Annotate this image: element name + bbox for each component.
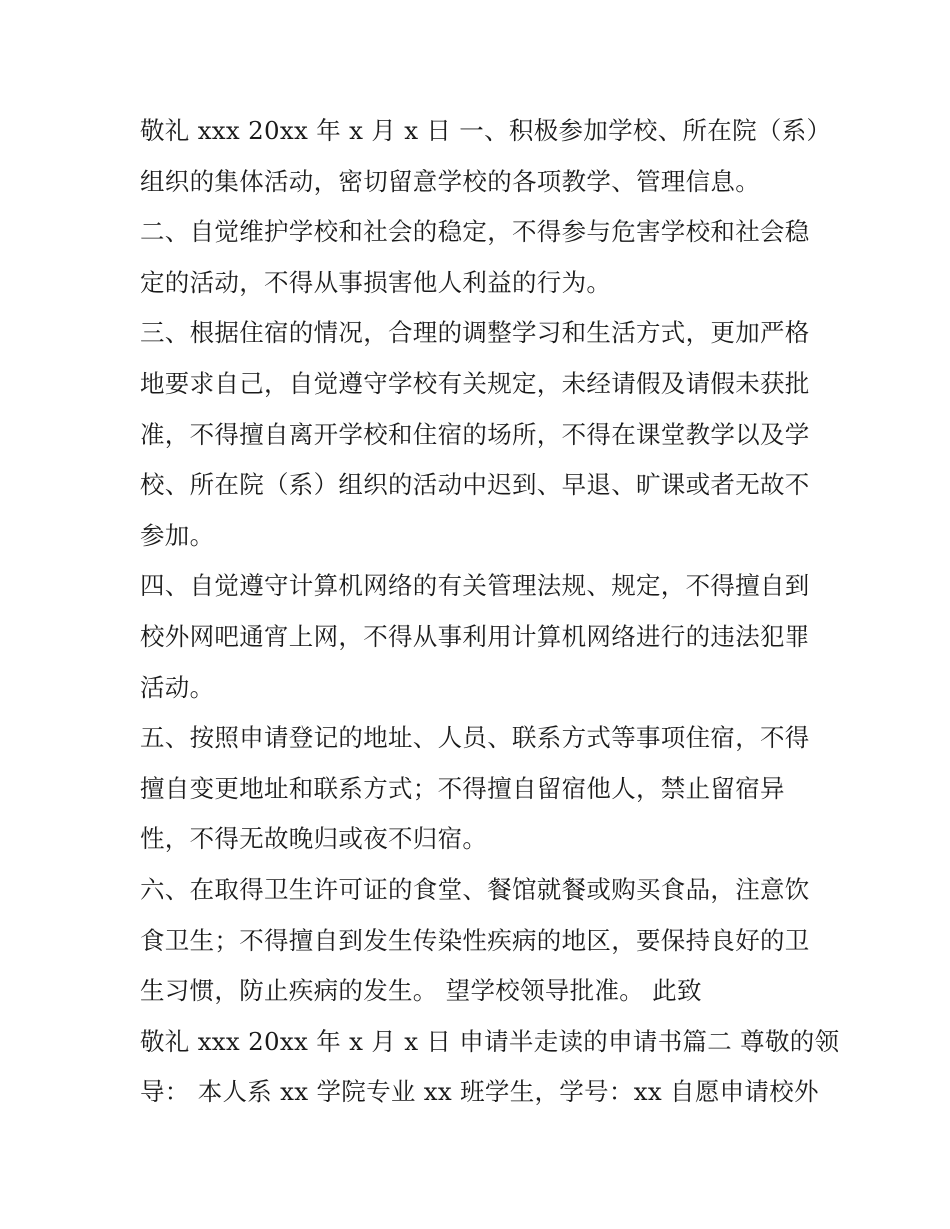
text-line: 三、根据住宿的情况，合理的调整学习和生活方式，更加严格 <box>140 318 810 348</box>
text-line: 擅自变更地址和联系方式；不得擅自留宿他人，禁止留宿异 <box>140 773 785 803</box>
text-line: 敬礼 xxx 20xx 年 x 月 x 日 一、积极参加学校、所在院（系） <box>140 116 832 145</box>
text-line: 敬礼 xxx 20xx 年 x 月 x 日 申请半走读的申请书篇二 尊敬的领 <box>140 1026 840 1056</box>
text-line: 校、所在院（系）组织的活动中迟到、早退、旷课或者无故不 <box>140 470 810 500</box>
text-line: 二、自觉维护学校和社会的稳定，不得参与危害学校和社会稳 <box>140 217 810 247</box>
text-line: 导： 本人系 xx 学院专业 xx 班学生，学号：xx 自愿申请校外 <box>140 1077 819 1107</box>
text-line: 定的活动，不得从事损害他人利益的行为。 <box>140 267 612 297</box>
text-line: 四、自觉遵守计算机网络的有关管理法规、规定，不得擅自到 <box>140 571 810 601</box>
text-line: 活动。 <box>140 672 215 702</box>
text-line: 参加。 <box>140 520 215 550</box>
document-body <box>140 106 840 1118</box>
text-line: 五、按照申请登记的地址、人员、联系方式等事项住宿，不得 <box>140 723 810 753</box>
text-line: 食卫生；不得擅自到发生传染性疾病的地区，要保持良好的卫 <box>140 925 810 955</box>
text-line: 生习惯，防止疾病的发生。 望学校领导批准。 此致 <box>140 976 702 1006</box>
text-line: 地要求自己，自觉遵守学校有关规定，未经请假及请假未获批 <box>140 368 810 398</box>
text-line: 准，不得擅自离开学校和住宿的场所，不得在课堂教学以及学 <box>140 419 810 449</box>
text-line: 六、在取得卫生许可证的食堂、餐馆就餐或购买食品，注意饮 <box>140 874 810 904</box>
text-line: 性，不得无故晚归或夜不归宿。 <box>140 824 488 854</box>
text-line: 校外网吧通宵上网，不得从事利用计算机网络进行的违法犯罪 <box>140 621 810 651</box>
text-line: 组织的集体活动，密切留意学校的各项教学、管理信息。 <box>140 166 760 196</box>
